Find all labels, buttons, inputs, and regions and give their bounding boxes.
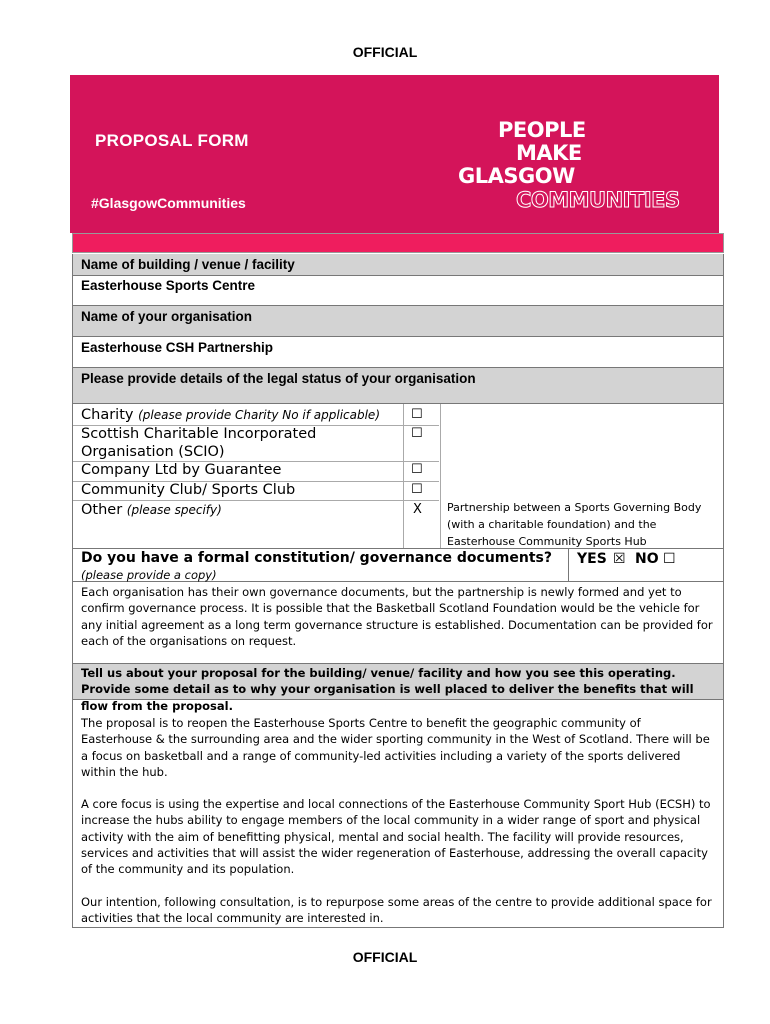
legal-status-options — [72, 404, 724, 549]
checkbox-charity[interactable]: ☐ — [411, 407, 423, 422]
building-label: Name of building / venue / facility — [81, 257, 295, 272]
governance-answer[interactable]: Each organisation has their own governance documents, but the partnership is newly formed and yet to confirm governance process. It is possible that the Basketball Scotland Foundation would be the vehicle for any initial agreement as a long term governance structure is established. Documentation can be provided for each of the organisations on request. — [72, 582, 724, 664]
proposal-answer[interactable] — [72, 700, 724, 928]
status-option-list — [73, 404, 423, 548]
yes-label: YES — [577, 551, 607, 567]
official-marking-bottom: OFFICIAL — [352, 949, 418, 965]
constitution-question-row — [72, 549, 724, 582]
organisation-label: Name of your organisation — [81, 309, 253, 324]
hashtag: #GlasgowCommunities — [91, 195, 246, 211]
organisation-value[interactable]: Easterhouse CSH Partnership — [81, 340, 274, 355]
logo-line-4: COMMUNITIES — [516, 188, 680, 212]
yes-no-cell — [568, 549, 724, 581]
option-hint: (please provide Charity No if applicable) — [138, 408, 380, 422]
no-checkbox[interactable]: ☐ — [663, 551, 676, 567]
constitution-question: Do you have a formal constitution/ governance documents? — [81, 550, 552, 566]
logo-line-3: GLASGOW — [458, 164, 575, 188]
building-value-row[interactable] — [72, 276, 724, 306]
form-title: PROPOSAL FORM — [95, 131, 249, 150]
checkbox-other[interactable]: X — [413, 502, 422, 517]
organisation-label-row — [72, 306, 724, 337]
organisation-value-row[interactable] — [72, 337, 724, 368]
option-label: Charity — [81, 407, 134, 423]
logo-line-2: MAKE — [516, 141, 582, 165]
option-label: Other — [81, 502, 123, 518]
status-option-charity — [73, 406, 439, 426]
header-banner — [70, 75, 719, 233]
building-label-row — [72, 254, 724, 276]
pink-divider-bar — [72, 233, 724, 253]
option-hint: (please specify) — [126, 503, 222, 517]
building-value[interactable]: Easterhouse Sports Centre — [81, 278, 256, 293]
option-label: Scottish Charitable Incorporated Organisation (SCIO) — [81, 426, 317, 460]
proposal-paragraph-3: Our intention, following consultation, is to repurpose some areas of the centre to provide additional space for activities that the local community are interested in. — [81, 894, 712, 925]
status-option-company — [73, 461, 439, 481]
option-label: Community Club/ Sports Club — [81, 482, 296, 498]
no-label: NO — [635, 551, 659, 567]
constitution-note: (please provide a copy) — [81, 568, 217, 582]
legal-status-label-row — [72, 368, 724, 404]
proposal-label: Tell us about your proposal for the building/ venue/ facility and how you see this operating. Provide some detail as to why your organisation is well placed to deliver the benefits that will flow from the proposal. — [72, 664, 724, 700]
checkbox-scio[interactable]: ☐ — [411, 426, 423, 441]
legal-status-label: Please provide details of the legal status of your organisation — [81, 371, 476, 386]
option-label: Company Ltd by Guarantee — [81, 462, 282, 478]
logo-line-1: PEOPLE — [498, 118, 586, 142]
proposal-paragraph-2: A core focus is using the expertise and local connections of the Easterhouse Community Sport Hub (ECSH) to increase the hubs ability to engage members of the local community in a wider range of sport and physical activity with the aim of benefitting physical, mental and social health. The facility will provide resources, services and activities that will assist the wider regeneration of Easterhouse, addressing the overall capacity of the community and its population. — [81, 797, 711, 877]
checkbox-club[interactable]: ☐ — [411, 482, 423, 497]
official-marking-top: OFFICIAL — [352, 44, 418, 60]
other-specify-text: Partnership between a Sports Governing Body (with a charitable foundation) and the Easterhouse Community Sports Hub — [447, 501, 702, 548]
yes-checkbox[interactable]: ☒ — [613, 551, 626, 567]
status-option-club — [73, 481, 439, 501]
status-option-scio — [73, 425, 439, 465]
proposal-paragraph-1: The proposal is to reopen the Easterhouse Sports Centre to benefit the geographic community of Easterhouse & the surrounding area and the wider sporting community in the West of Scotland. There will be a focus on basketball and a range of community-led activities including a variety of the sports delivered within the hub. — [81, 716, 710, 779]
other-specify-cell[interactable] — [439, 404, 723, 548]
status-option-other — [73, 501, 439, 521]
checkbox-company[interactable]: ☐ — [411, 462, 423, 477]
